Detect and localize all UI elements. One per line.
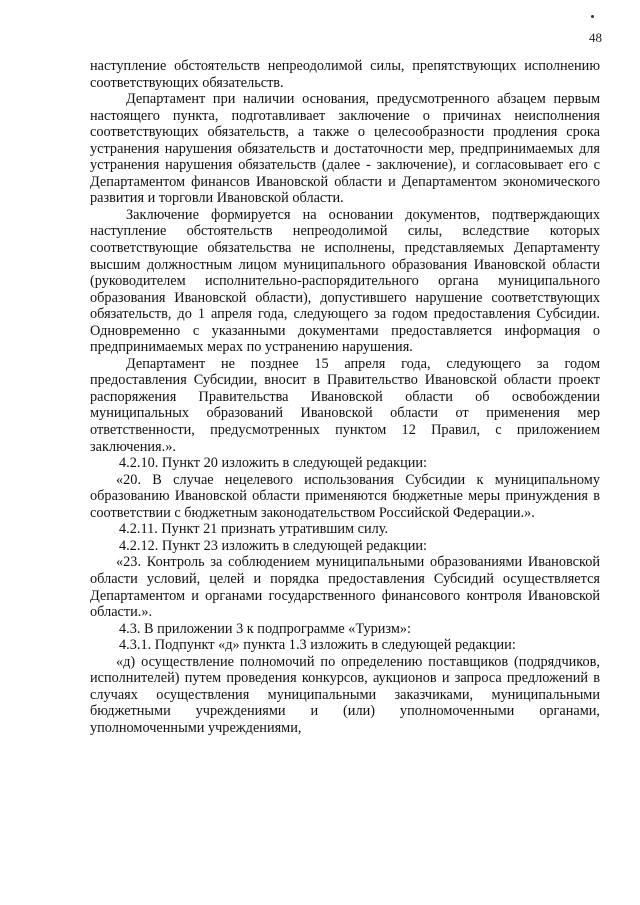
paragraph-item-4-2-12: 4.2.12. Пункт 23 изложить в следующей редакции: xyxy=(119,537,428,554)
paragraph-item-4-3-1: 4.3.1. Подпункт «д» пункта 1.3 изложить в следующей редакции: xyxy=(119,637,516,654)
paragraph-item-4-3: 4.3. В приложении 3 к подпрограмме «Туризм»: xyxy=(119,620,412,637)
paragraph-quote-d: «д) осуществление полномочий по определению поставщиков (подрядчиков, исполнителей) путем проведения конкурсов, аукционов и запроса предложений в случаях осуществления муниципальными заказчиками, муниципальными бюджетными учреждениями и (или) уполномоченными органами, уполномоченными учреждениями, xyxy=(90,653,600,736)
paragraph-department-conclusion: Департамент при наличии основания, предусмотренного абзацем первым настоящего пункта, подготавливает заключение о причинах неисполнения соответствующих обязательств, а также о целесообразности продления срока устранения нарушения обязательств и достаточности мер, предпринимаемых для устранения нарушения обязательств (далее - заключение), и согласовывает его с Департаментом финансов Ивановской области и Департаментом экономического развития и торговли Ивановской области. xyxy=(90,91,600,207)
paragraph-item-4-2-10: 4.2.10. Пункт 20 изложить в следующей редакции: xyxy=(119,455,428,472)
paragraph-department-deadline: Департамент не позднее 15 апреля года, следующего за годом предоставления Субсидии, вносит в Правительство Ивановской области проект распоряжения Правительства Ивановской области об освобождении муниципальных образований Ивановской области от применения мер ответственности, предусмотренных пунктом 12 Правил, с приложением заключения.». xyxy=(90,355,600,455)
paragraph-item-4-2-11: 4.2.11. Пункт 21 признать утратившим силу. xyxy=(119,521,389,538)
paragraph-quote-20: «20. В случае нецелевого использования Субсидии к муниципальному образованию Ивановской области применяются бюджетные меры принуждения в соответствии с бюджетным законодательством Российской Федерации.». xyxy=(90,471,600,521)
paragraph-continuation: наступление обстоятельств непреодолимой силы, препятствующих исполнению соответствующих обязательств. xyxy=(90,58,600,91)
page-number: 48 xyxy=(589,30,602,45)
paragraph-quote-23: «23. Контроль за соблюдением муниципальными образованиями Ивановской области условий, целей и порядка предоставления Субсидий осуществляется Департаментом и органами государственного финансового контроля Ивановской области.». xyxy=(90,554,600,621)
document-body xyxy=(90,58,600,736)
scan-dot xyxy=(591,15,594,18)
paragraph-conclusion-basis: Заключение формируется на основании документов, подтверждающих наступление обстоятельств непреодолимой силы, вследствие которых соответствующие обязательства не исполнены, представляемых Департаменту высшим должностным лицом муниципального образования Ивановской области (руководителем исполнительно-распорядительного органа муниципального образования Ивановской области), допустившего нарушение соответствующих обязательств, до 1 апреля года, следующего за годом предоставления Субсидии. Одновременно с указанными документами предоставляется информация о предпринимаемых мерах по устранению нарушения. xyxy=(90,206,600,356)
